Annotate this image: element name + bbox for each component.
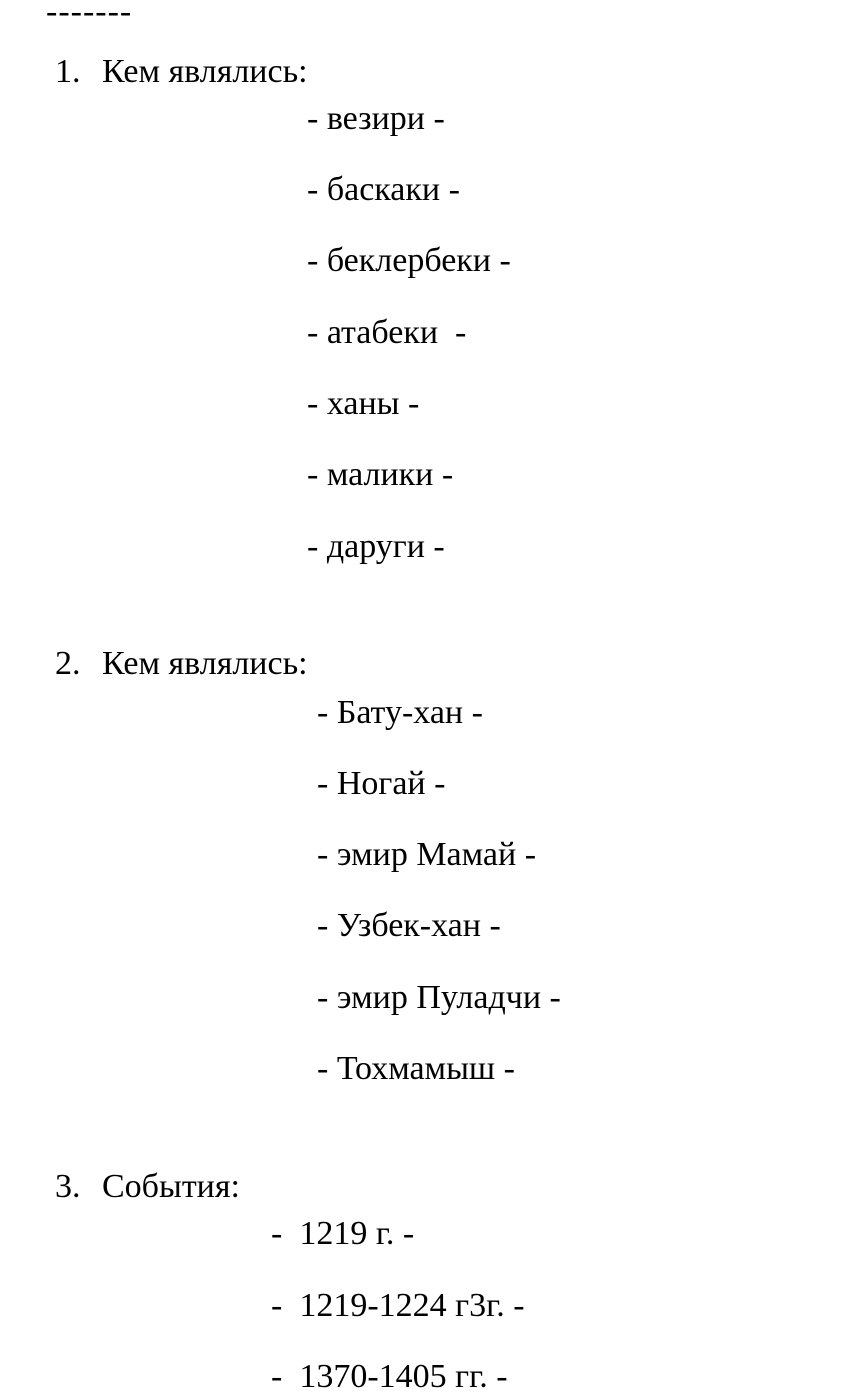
list-item: - Ногай - — [317, 765, 446, 802]
list-item: - атабеки - — [307, 314, 467, 351]
question-number: 1. — [55, 53, 81, 90]
list-item: - ханы - — [307, 385, 420, 422]
list-item: - 1370-1405 гг. - — [271, 1358, 508, 1395]
list-item: - 1219 г. - — [271, 1215, 415, 1252]
list-item: - Узбек-хан - — [317, 907, 501, 944]
list-item: - эмир Мамай - — [317, 836, 537, 873]
question-title: Кем являлись: — [102, 645, 308, 682]
list-item: - 1219-1224 г3г. - — [271, 1287, 525, 1324]
list-item: - баскаки - — [307, 171, 460, 208]
question-title: Кем являлись: — [102, 53, 308, 90]
list-item: - везири - — [307, 100, 445, 137]
separator-line: ------- — [46, 0, 133, 30]
question-number: 3. — [55, 1168, 81, 1205]
list-item: - Тохмамыш - — [317, 1050, 515, 1087]
list-item: - Бату-хан - — [317, 694, 483, 731]
list-item: - малики - — [307, 456, 454, 493]
question-number: 2. — [55, 645, 81, 682]
list-item: - беклербеки - — [307, 242, 511, 279]
list-item: - даруги - — [307, 528, 445, 565]
question-title: События: — [102, 1168, 240, 1205]
list-item: - эмир Пуладчи - — [317, 979, 561, 1016]
